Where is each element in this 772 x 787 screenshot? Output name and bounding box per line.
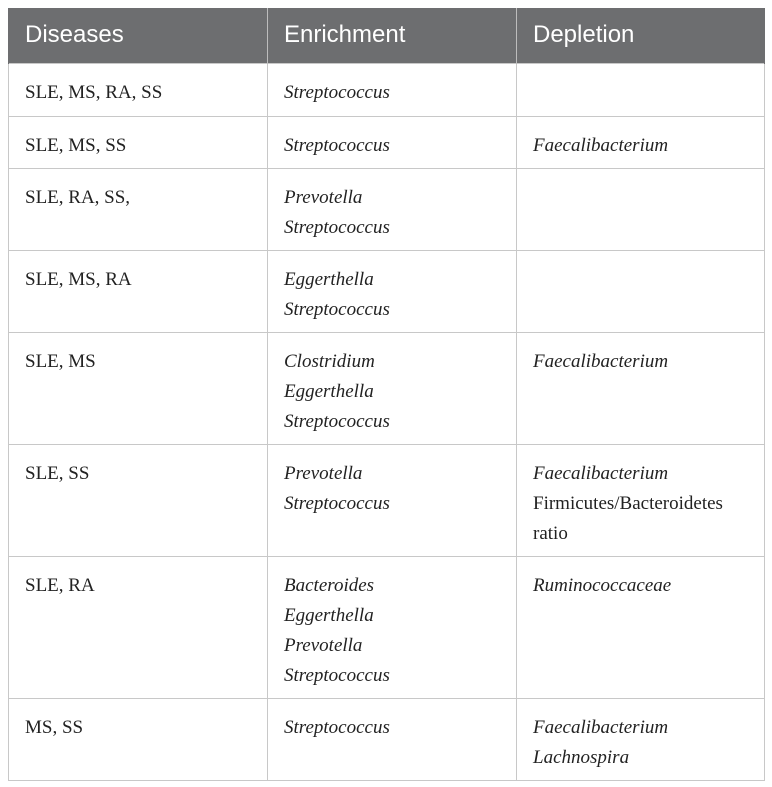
taxon: Bacteroides xyxy=(284,574,375,596)
taxon: Faecalibacterium xyxy=(533,716,669,738)
enrichment-cell xyxy=(268,250,517,332)
table-row xyxy=(9,116,765,168)
taxon: Prevotella xyxy=(284,186,363,208)
taxon: Streptococcus xyxy=(284,716,390,738)
taxon: Eggerthella xyxy=(284,380,374,402)
table-row xyxy=(9,250,765,332)
taxon: Ruminococcaceae xyxy=(533,574,672,596)
diseases-cell: SLE, MS, RA, SS xyxy=(9,63,268,116)
taxon: Streptococcus xyxy=(284,492,390,514)
taxon: Faecalibacterium xyxy=(533,134,669,156)
depletion-cell xyxy=(517,116,765,168)
taxon: Clostridium xyxy=(284,350,375,372)
diseases-cell: SLE, SS xyxy=(9,444,268,556)
enrichment-cell xyxy=(268,168,517,250)
enrichment-cell xyxy=(268,444,517,556)
ratio-label: Firmicutes/Bacteroidetes xyxy=(533,492,723,514)
diseases-cell: SLE, RA xyxy=(9,556,268,698)
taxon: Streptococcus xyxy=(284,410,390,432)
taxon: Streptococcus xyxy=(284,216,390,238)
taxon: Faecalibacterium xyxy=(533,350,669,372)
header-diseases: Diseases xyxy=(9,8,268,63)
table-row xyxy=(9,444,765,556)
depletion-cell xyxy=(517,250,765,332)
enrichment-cell xyxy=(268,332,517,444)
depletion-cell xyxy=(517,698,765,780)
depletion-cell xyxy=(517,444,765,556)
header-row xyxy=(9,8,765,63)
taxon: Faecalibacterium xyxy=(533,462,669,484)
diseases-cell: SLE, MS xyxy=(9,332,268,444)
taxon: Streptococcus xyxy=(284,664,390,686)
enrichment-cell xyxy=(268,63,517,116)
diseases-cell: MS, SS xyxy=(9,698,268,780)
enrichment-cell xyxy=(268,556,517,698)
diseases-cell: SLE, MS, RA xyxy=(9,250,268,332)
taxon: Lachnospira xyxy=(533,746,630,768)
table-row xyxy=(9,698,765,780)
taxon: Prevotella xyxy=(284,462,363,484)
header-depletion: Depletion xyxy=(517,8,765,63)
depletion-cell xyxy=(517,168,765,250)
diseases-cell: SLE, RA, SS, xyxy=(9,168,268,250)
header-enrichment: Enrichment xyxy=(268,8,517,63)
depletion-cell xyxy=(517,332,765,444)
taxon: Streptococcus xyxy=(284,134,390,156)
table-row xyxy=(9,332,765,444)
diseases-cell: SLE, MS, SS xyxy=(9,116,268,168)
microbiome-table xyxy=(8,8,765,781)
enrichment-cell xyxy=(268,116,517,168)
table-row xyxy=(9,168,765,250)
table-body xyxy=(9,63,765,780)
depletion-cell xyxy=(517,63,765,116)
taxon: Eggerthella xyxy=(284,268,374,290)
table-row xyxy=(9,63,765,116)
taxon: Streptococcus xyxy=(284,298,390,320)
depletion-cell xyxy=(517,556,765,698)
table-row xyxy=(9,556,765,698)
enrichment-cell xyxy=(268,698,517,780)
table-header xyxy=(9,8,765,63)
ratio-label: ratio xyxy=(533,522,568,544)
taxon: Prevotella xyxy=(284,634,363,656)
taxon: Streptococcus xyxy=(284,81,390,103)
taxon: Eggerthella xyxy=(284,604,374,626)
